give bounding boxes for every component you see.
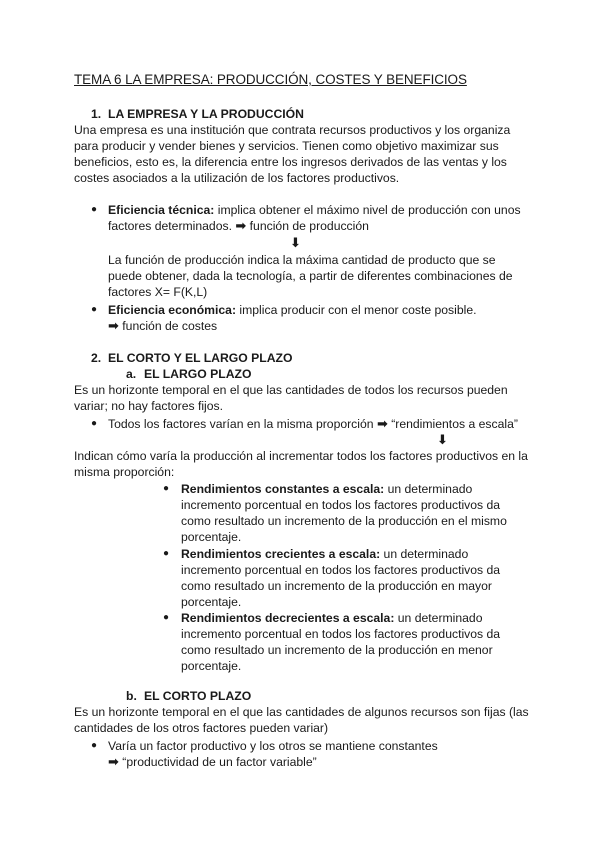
rendimientos-crecientes-line: [181, 546, 468, 562]
section-2-heading: EL CORTO Y EL LARGO PLAZO: [108, 351, 293, 365]
down-arrow-icon: ⬇: [437, 432, 448, 447]
rendimientos-escala-label: “rendimientos a escala”: [387, 417, 518, 431]
rendimientos-decrecientes-line: porcentaje.: [181, 659, 242, 673]
explain-line: factores X= F(K,L): [108, 285, 208, 299]
explain-line: puede obtener, dada la tecnología, a partir de diferentes combinaciones de: [108, 269, 513, 283]
rendimientos-decrecientes-text: un determinado: [394, 611, 483, 625]
rendimientos-crecientes-term: Rendimientos crecientes a escala:: [181, 547, 381, 561]
rendimientos-decrecientes-term: Rendimientos decrecientes a escala:: [181, 611, 395, 625]
rendimientos-constantes-line: [181, 481, 472, 497]
indican-line: misma proporción:: [74, 465, 175, 479]
corto-plazo-para-line: Es un horizonte temporal en el que las cantidades de algunos recursos son fijas (las: [74, 705, 529, 719]
right-arrow-icon: ➡: [108, 318, 119, 333]
explain-line: La función de producción indica la máxima cantidad de producto que se: [108, 253, 496, 267]
productividad-label: “productividad de un factor variable”: [118, 755, 317, 769]
rendimientos-decrecientes-line: incremento porcentual en todos los factores productivos da: [181, 627, 501, 641]
rendimientos-constantes-line: como resultado un incremento de la producción en el mismo: [181, 514, 507, 528]
subsection-b-heading: EL CORTO PLAZO: [144, 689, 252, 703]
eficiencia-tecnica-text: implica obtener el máximo nivel de producción con unos: [214, 203, 521, 217]
rendimientos-constantes-line: incremento porcentual en todos los factores productivos da: [181, 498, 501, 512]
page-title: TEMA 6 LA EMPRESA: PRODUCCIÓN, COSTES Y BENEFICIOS: [74, 72, 467, 87]
productividad-line: [108, 754, 317, 770]
bullet-icon: ●: [163, 548, 170, 559]
down-arrow-icon: ⬇: [290, 235, 301, 250]
bullet-icon: ●: [91, 740, 98, 751]
funcion-costes-label: función de costes: [118, 319, 218, 333]
subsection-a-heading: EL LARGO PLAZO: [144, 367, 252, 381]
section-2-number: 2.: [91, 351, 102, 365]
eficiencia-tecnica-line: [108, 202, 521, 218]
factor-variable-bullet: Varía un factor productivo y los otros se mantiene constantes: [108, 739, 438, 753]
funcion-produccion-label: función de producción: [246, 219, 369, 233]
subsection-b-letter: b.: [126, 689, 137, 703]
s1-para-line: Una empresa es una institución que contrata recursos productivos y los organiza: [74, 123, 511, 137]
bullet-icon: ●: [91, 304, 98, 315]
largo-plazo-para-line: variar; no hay factores fijos.: [74, 399, 224, 413]
eficiencia-economica-text: implica producir con el menor coste posible.: [236, 303, 477, 317]
funcion-costes-line: [108, 318, 217, 334]
right-arrow-icon: ➡: [108, 754, 119, 769]
subsection-a-letter: a.: [126, 367, 137, 381]
largo-plazo-para-line: Es un horizonte temporal en el que las cantidades de todos los recursos pueden: [74, 383, 508, 397]
right-arrow-icon: ➡: [376, 416, 388, 431]
s1-para-line: beneficios, esto es, la diferencia entre los ingresos derivados de las ventas y los: [74, 155, 507, 169]
bullet-icon: ●: [91, 204, 98, 215]
s1-para-line: para producir y vender bienes y servicios. Tienen como objetivo maximizar sus: [74, 139, 499, 153]
rendimientos-constantes-term: Rendimientos constantes a escala:: [181, 482, 385, 496]
eficiencia-tecnica-text-2: factores determinados.: [108, 219, 232, 233]
rendimientos-bullet-text: Todos los factores varían en la misma proporción: [108, 417, 374, 431]
rendimientos-crecientes-text: un determinado: [380, 547, 469, 561]
rendimientos-crecientes-line: incremento porcentual en todos los factores productivos da: [181, 563, 501, 577]
rendimientos-constantes-line: porcentaje.: [181, 530, 242, 544]
rendimientos-crecientes-line: como resultado un incremento de la producción en mayor: [181, 579, 492, 593]
bullet-icon: ●: [91, 418, 98, 429]
rendimientos-decrecientes-line: [181, 610, 482, 626]
s1-para-line: costes asociados a la utilización de los factores productivos.: [74, 171, 400, 185]
eficiencia-economica-line: [108, 302, 477, 318]
rendimientos-crecientes-line: porcentaje.: [181, 595, 242, 609]
eficiencia-tecnica-term: Eficiencia técnica:: [108, 203, 215, 217]
eficiencia-tecnica-line-2: [108, 218, 369, 234]
indican-line: Indican cómo varía la producción al incrementar todos los factores productivos en la: [74, 449, 528, 463]
rendimientos-decrecientes-line: como resultado un incremento de la producción en menor: [181, 643, 493, 657]
section-1-number: 1.: [91, 107, 102, 121]
bullet-icon: ●: [163, 612, 170, 623]
section-1-heading: LA EMPRESA Y LA PRODUCCIÓN: [108, 107, 304, 121]
right-arrow-icon: ➡: [235, 218, 247, 233]
corto-plazo-para-line: cantidades de los otros factores pueden variar): [74, 721, 329, 735]
rendimientos-bullet-line: [108, 416, 518, 432]
rendimientos-constantes-text: un determinado: [384, 482, 473, 496]
bullet-icon: ●: [163, 483, 170, 494]
eficiencia-economica-term: Eficiencia económica:: [108, 303, 237, 317]
